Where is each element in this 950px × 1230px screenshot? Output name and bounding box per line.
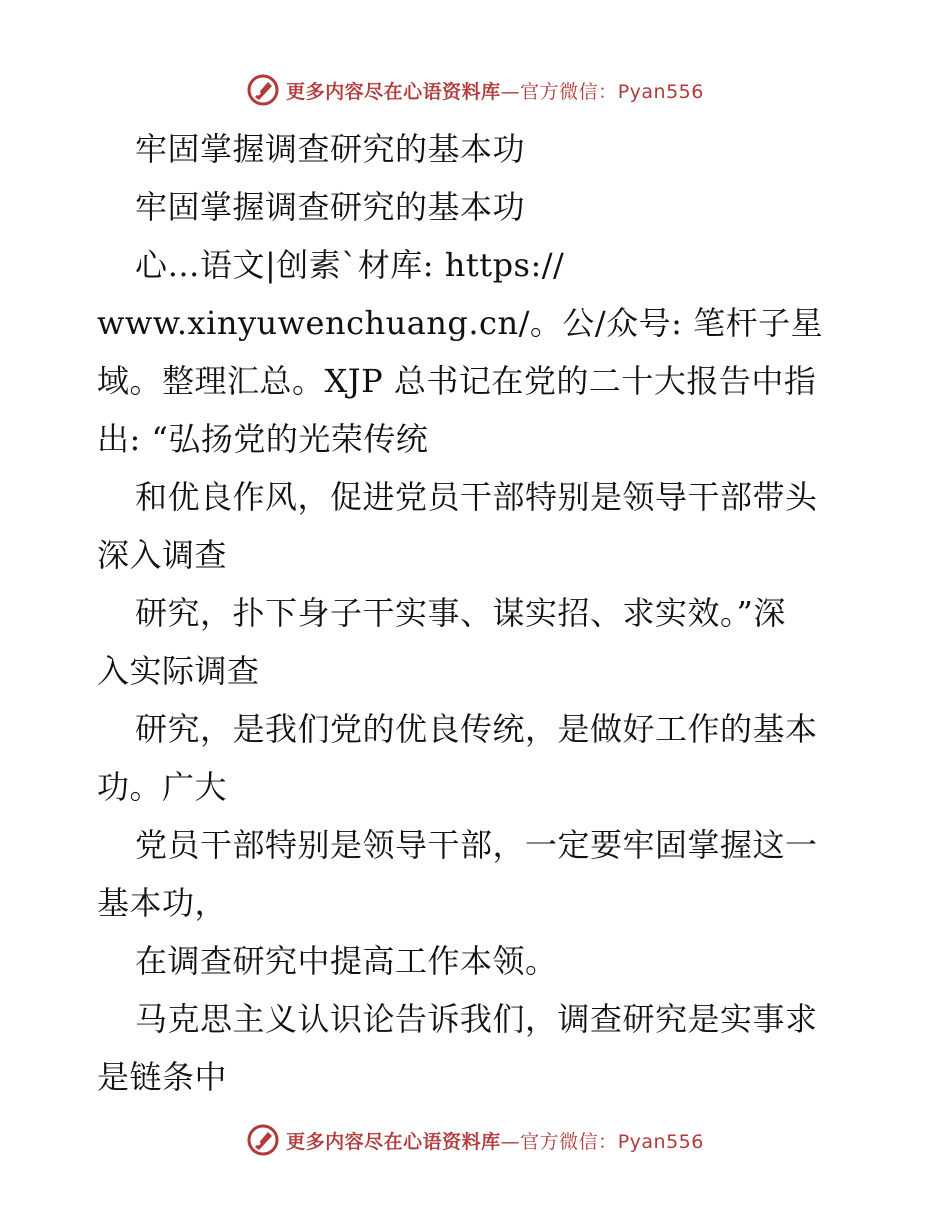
body-line: 研究，是我们党的优良传统，是做好工作的基本 <box>135 710 818 748</box>
body-line: 和优良作风，促进党员干部特别是领导干部带头 <box>135 478 818 516</box>
header-banner <box>0 70 950 110</box>
header-separator: — <box>500 80 521 103</box>
header-contact-id: Pyan556 <box>617 80 704 103</box>
footer-separator: — <box>500 1130 521 1153</box>
header-text <box>286 77 704 104</box>
body-line: 牢固掌握调查研究的基本功 <box>135 188 526 226</box>
body-line: 深入调查 <box>97 536 228 574</box>
body-line: 功。广大 <box>97 768 228 806</box>
footer-banner <box>0 1120 950 1160</box>
body-line: 马克思主义认识论告诉我们，调查研究是实事求 <box>135 1000 818 1038</box>
body-line: 域。整理汇总。XJP 总书记在党的二十大报告中指 <box>97 362 817 400</box>
body-line: 入实际调查 <box>97 652 260 690</box>
body-line: 出: “弘扬党的光荣传统 <box>97 420 429 458</box>
footer-contact-id: Pyan556 <box>617 1130 704 1153</box>
body-line: 在调查研究中提高工作本领。 <box>135 942 558 980</box>
header-contact-label: 官方微信： <box>520 80 618 103</box>
document-body <box>97 120 857 1106</box>
body-line: 研究，扑下身子干实事、谋实招、求实效。”深 <box>135 594 786 632</box>
body-line: www.xinyuwenchuang.cn/。公/众号: 笔杆子星 <box>97 304 824 342</box>
footer-text <box>286 1127 704 1154</box>
footer-brand: 更多内容尽在心语资料库 <box>286 1130 501 1153</box>
body-line: 心…语文|创素`材库: https:// <box>135 246 565 284</box>
pen-nib-logo-icon <box>246 73 280 107</box>
body-line: 是链条中 <box>97 1058 228 1096</box>
pen-nib-logo-icon <box>246 1123 280 1157</box>
body-line: 党员干部特别是领导干部，一定要牢固掌握这一 <box>135 826 818 864</box>
header-brand: 更多内容尽在心语资料库 <box>286 80 501 103</box>
body-line: 牢固掌握调查研究的基本功 <box>135 130 526 168</box>
body-line: 基本功， <box>97 884 228 922</box>
footer-contact-label: 官方微信： <box>520 1130 618 1153</box>
